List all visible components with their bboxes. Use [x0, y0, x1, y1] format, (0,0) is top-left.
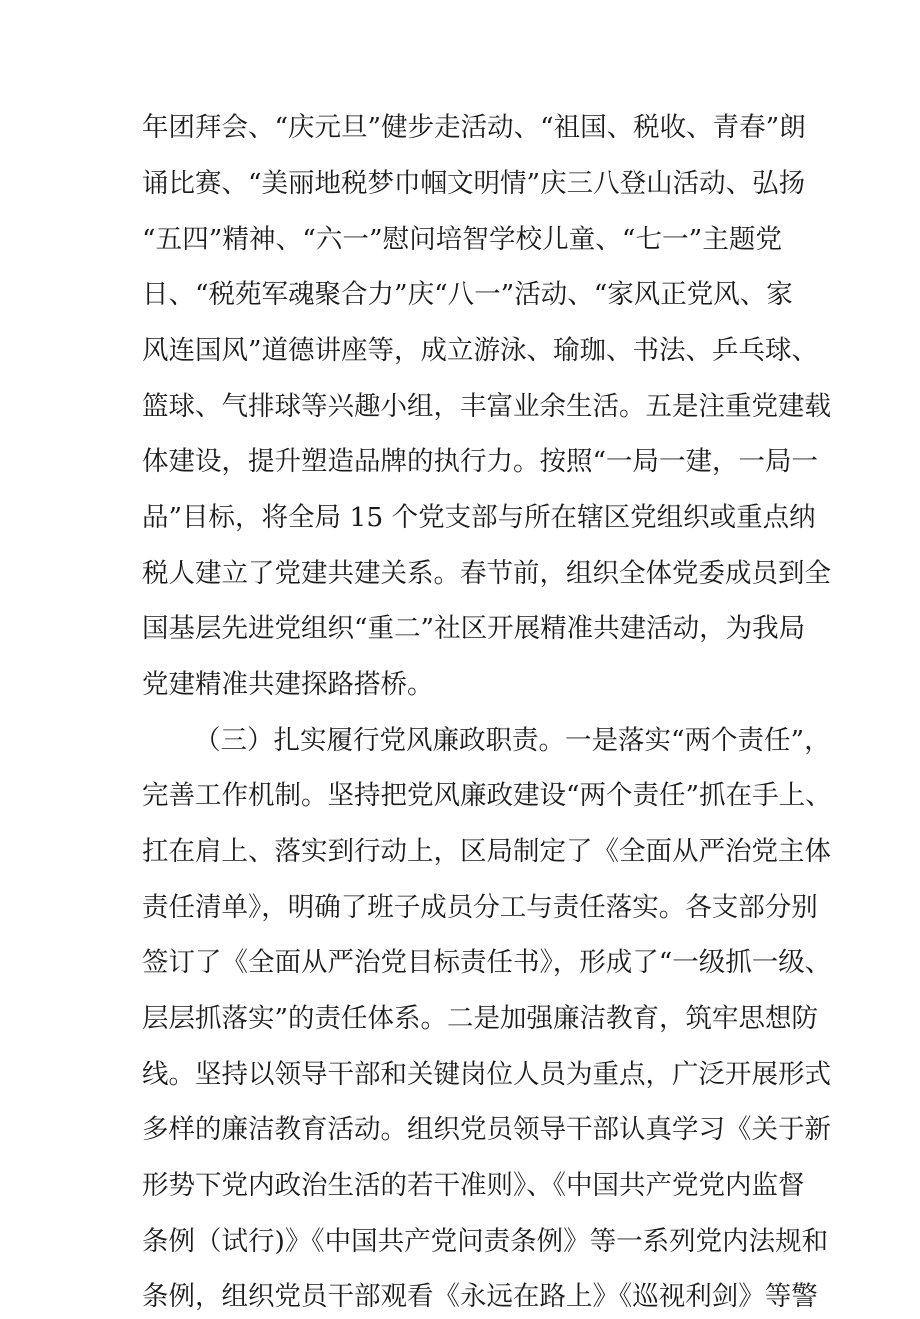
text-line: 形势下党内政治生活的若干准则》、《中国共产党党内监督 [142, 1170, 805, 1201]
text-line: 品”目标，将全局 15 个党支部与所在辖区党组织或重点纳 [142, 502, 816, 533]
text-line: 条例（试行)》《中国共产党问责条例》等一系列党内法规和 [142, 1226, 829, 1257]
text-line: 篮球、气排球等兴趣小组，丰富业余生活。五是注重党建载 [142, 391, 831, 422]
text-line: 年团拜会、“庆元旦”健步走活动、“祖国、税收、青春”朗 [142, 112, 806, 143]
section-heading-line: （三）扎实履行党风廉政职责。一是落实“两个责任”， [194, 725, 831, 756]
text-line: 责任清单》，明确了班子成员分工与责任落实。各支部分别 [142, 892, 818, 923]
text-line: “五四”精神、“六一”慰问培智学校儿童、“七一”主题党 [142, 224, 782, 255]
text-line: 国基层先进党组织“重二”社区开展精准共建活动，为我局 [142, 613, 806, 644]
text-line: 诵比赛、“美丽地税梦巾帼文明情”庆三八登山活动、弘扬 [142, 168, 806, 199]
text-line: 线。坚持以领导干部和关键岗位人员为重点，广泛开展形式 [142, 1059, 831, 1090]
text-line: 层层抓落实”的责任体系。二是加强廉洁教育，筑牢思想防 [142, 1003, 819, 1034]
text-line: 税人建立了党建共建关系。春节前，组织全体党委成员到全 [142, 558, 831, 589]
text-line: 多样的廉洁教育活动。组织党员领导干部认真学习《关于新 [142, 1114, 831, 1145]
text-line: 签订了《全面从严治党目标责任书》，形成了“一级抓一级、 [142, 947, 832, 978]
text-line: 条例，组织党员干部观看《永远在路上》《巡视利剑》等警 [142, 1281, 818, 1312]
text-line: 日、“税苑军魂聚合力”庆“八一”活动、“家风正党风、家 [142, 279, 793, 310]
text-line: 完善工作机制。坚持把党风廉政建设“两个责任”抓在手上、 [142, 780, 832, 811]
text-line: 党建精准共建探路搭桥。 [142, 669, 434, 700]
text-line: 风连国风”道德讲座等，成立游泳、瑜珈、书法、乒乓球、 [142, 335, 819, 366]
text-line: 扛在肩上、落实到行动上，区局制定了《全面从严治党主体 [142, 836, 831, 867]
text-line: 体建设，提升塑造品牌的执行力。按照“一局一建，一局一 [142, 446, 819, 477]
